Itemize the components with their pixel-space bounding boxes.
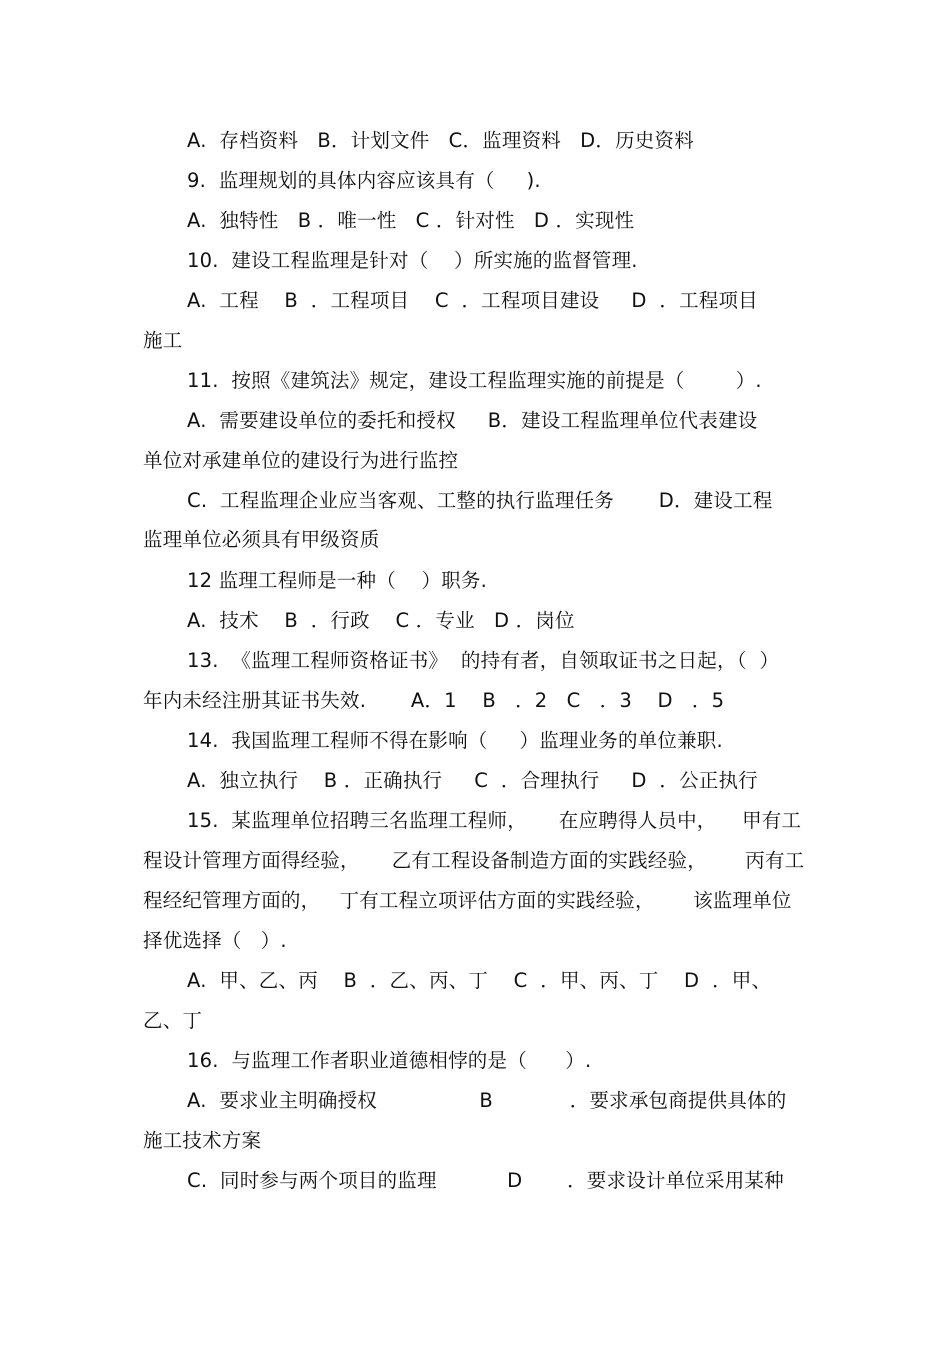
text-line: 15. 某监理单位招聘三名监理工程师， 在应聘得人员中， 甲有工 — [187, 809, 802, 832]
text-line: A. 存档资料 B．计划文件 C．监理资料 D．历史资料 — [187, 129, 694, 152]
text-line: A. 独立执行 B ．正确执行 C ．合理执行 D ．公正执行 — [187, 769, 758, 792]
text-line: 12 监理工程师是一种（ ）职务. — [187, 569, 488, 592]
text-line: 9. 监理规划的具体内容应该具有（ ). — [187, 169, 541, 192]
text-line: 11. 按照《建筑法》规定，建设工程监理实施的前提是（ ）. — [187, 369, 762, 392]
text-line: 16. 与监理工作者职业道德相悖的是（ ）. — [187, 1049, 592, 1072]
text-line: A. 甲、乙、丙 B ．乙、丙、丁 C ．甲、丙、丁 D ．甲、 — [187, 969, 772, 992]
text-line: 14. 我国监理工程师不得在影响（ ）监理业务的单位兼职. — [187, 729, 723, 752]
text-line: A. 要求业主明确授权 B ．要求承包商提供具体的 — [187, 1089, 787, 1112]
text-line: 13. 《监理工程师资格证书》 的持有者，自领取证书之日起，（ ） — [187, 649, 780, 672]
text-line: 择优选择（ ）. — [143, 929, 287, 952]
text-line: 施工 — [143, 329, 183, 352]
text-line: A. 工程 B ．工程项目 C ．工程项目建设 D ．工程项目 — [187, 289, 758, 312]
text-line: A. 独特性 B ．唯一性 C ．针对性 D ．实现性 — [187, 209, 635, 232]
text-line: 10. 建设工程监理是针对（ ）所实施的监督管理. — [187, 249, 638, 272]
text-line: 年内未经注册其证书失效. A．1 B ．2 C ．3 D ．5 — [143, 689, 725, 712]
text-line: 乙、丁 — [143, 1009, 203, 1032]
text-line: 监理单位必须具有甲级资质 — [143, 528, 380, 551]
text-line: 施工技术方案 — [143, 1129, 262, 1152]
text-line: A. 技术 B ．行政 C ．专业 D ．岗位 — [187, 609, 575, 632]
text-line: C. 同时参与两个项目的监理 D ．要求设计单位采用某种 — [187, 1169, 784, 1192]
text-line: 单位对承建单位的建设行为进行监控 — [143, 449, 459, 472]
text-line: 程经纪管理方面的， 丁有工程立项评估方面的实践经验， 该监理单位 — [143, 889, 792, 912]
text-line: A. 需要建设单位的委托和授权 B．建设工程监理单位代表建设 — [187, 409, 758, 432]
text-line: C. 工程监理企业应当客观、工整的执行监理任务 D．建设工程 — [187, 489, 773, 512]
text-line: 程设计管理方面得经验， 乙有工程设备制造方面的实践经验， 丙有工 — [143, 849, 805, 872]
